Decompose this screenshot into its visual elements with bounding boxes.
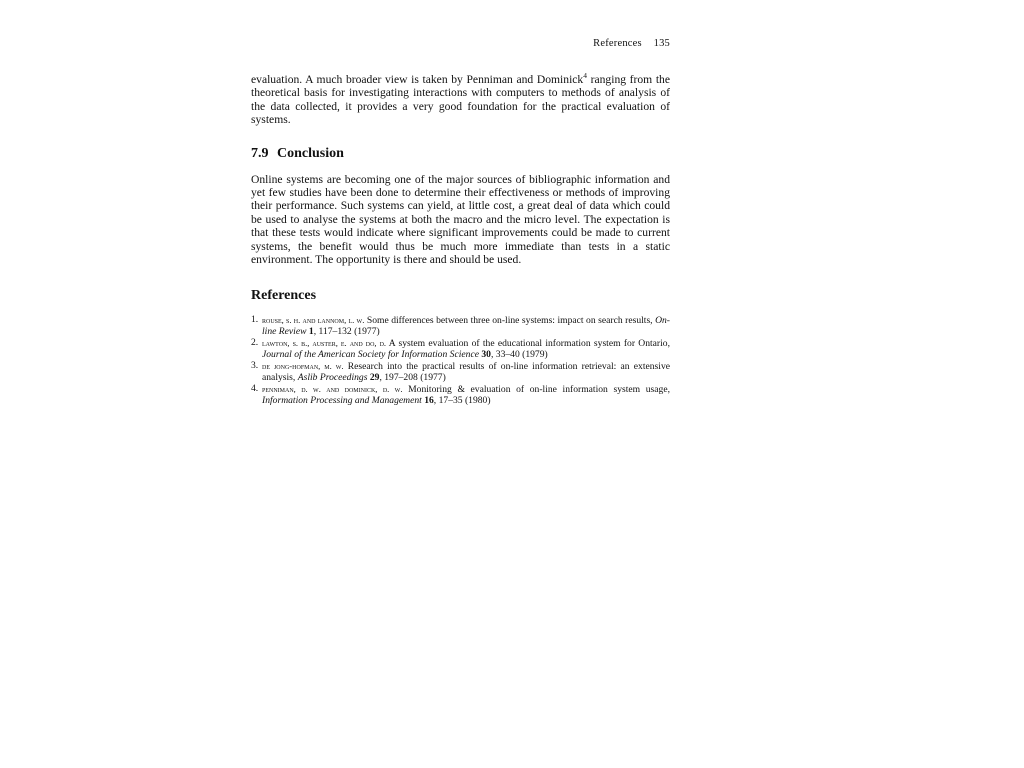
reference-title: A system evaluation of the educational information system for Ontario, (386, 338, 670, 350)
reference-number: 2. (251, 337, 259, 349)
section-number: 7.9 (251, 145, 269, 161)
reference-item (251, 338, 670, 361)
reference-volume: 30 (481, 349, 491, 361)
reference-title: Some differences between three on-line systems: impact on search results, (364, 315, 656, 327)
reference-volume: 29 (369, 372, 380, 383)
reference-pages: , 17–35 (1980) (433, 394, 491, 406)
section-title: Conclusion (277, 145, 344, 161)
book-page (251, 38, 670, 407)
reference-title: Monitoring & evaluation of on-line information system usage, (402, 383, 670, 395)
page-number: 135 (653, 38, 670, 49)
reference-journal: Information Processing and Management (262, 394, 422, 406)
reference-number: 1. (251, 314, 259, 326)
reference-list (251, 315, 670, 406)
reference-authors: lawton, s. b., auster, e. and do, d. (262, 338, 387, 349)
reference-volume: 1 (308, 326, 314, 338)
reference-volume: 16 (424, 394, 434, 406)
reference-authors: penniman, d. w. and dominick, d. w. (262, 383, 403, 394)
reference-number: 4. (251, 382, 259, 394)
conclusion-paragraph: Online systems are becoming one of the major sources of bibliographic information and yet few studies have been done to determine their effectiveness or methods of improving their performance. Such systems can yield, at little cost, a great deal of data which could be used to analyse the systems at both the macro and the micro level. The expectation is that these tests would indicate where significant improvements could be made to current systems, the benefit would thus be much more immediate than tests in a static environment. The opportunity is there and should be used. (251, 172, 670, 267)
references-heading: References (251, 288, 317, 304)
reference-item (251, 384, 670, 407)
reference-journal: Aslib Proceedings (297, 372, 368, 383)
reference-number: 3. (251, 360, 259, 372)
reference-pages: , 117–132 (1977) (313, 326, 380, 338)
reference-journal: Journal of the American Society for Information Science (262, 349, 479, 361)
section-heading (251, 146, 670, 162)
reference-pages: , 197–208 (1977) (379, 372, 446, 383)
intro-paragraph (251, 73, 670, 127)
reference-journal: On-line Review (262, 315, 670, 338)
reference-authors: de jong-hofman, m. w. (262, 361, 344, 372)
intro-text: evaluation. A much broader view is taken by Penniman and Dominick (251, 73, 584, 86)
reference-title: Research into the practical results of on-line information retrieval: an extensive analysis, (262, 361, 671, 383)
reference-item (251, 315, 670, 338)
reference-authors: rouse, s. h. and lannom, l. w. (262, 315, 365, 326)
reference-item (251, 361, 670, 384)
running-head (251, 38, 670, 52)
reference-pages: , 33–40 (1979) (490, 349, 548, 361)
footnote-ref: 4 (583, 71, 587, 81)
running-head-title: References (593, 38, 642, 49)
intro-text-continued: ranging from the theoretical basis for investigating interactions with computers to methods of analysis of the data collected, it provides a very good foundation for the practical evaluation of systems. (251, 73, 671, 127)
